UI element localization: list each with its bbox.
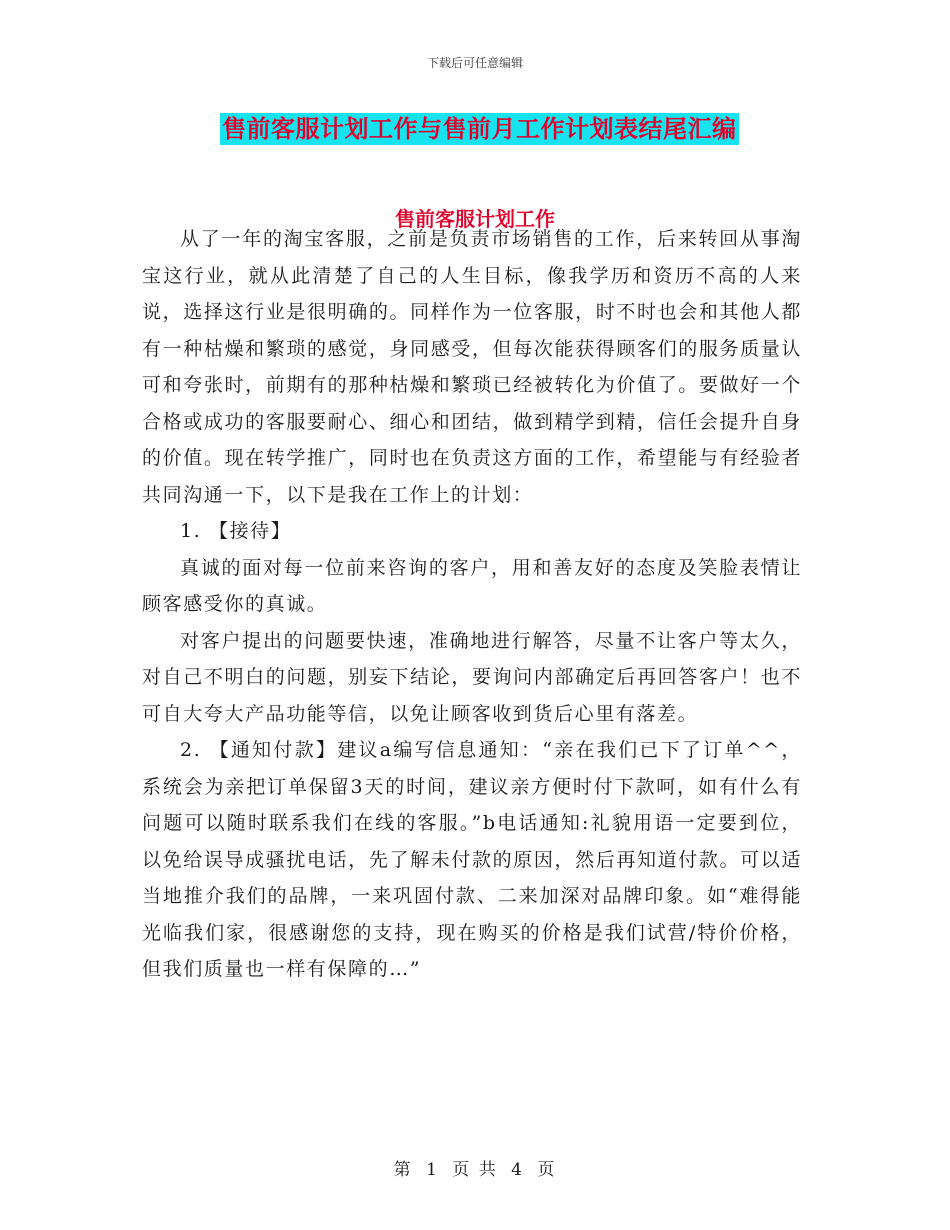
section-title: 售前客服计划工作 xyxy=(395,207,555,231)
document-body-text xyxy=(142,221,802,988)
paragraph-reception-1: 真诚的面对每一位前来咨询的客户，用和善友好的态度及笑脸表情让顾客感受你的真诚。 xyxy=(142,556,802,615)
footer-suffix: 页 xyxy=(537,1160,557,1180)
footer-middle: 页 共 xyxy=(452,1160,498,1180)
footer-page-number: 1 xyxy=(426,1160,439,1180)
header-note: 下载后可任意编辑 xyxy=(426,56,523,70)
page-footer xyxy=(0,1155,950,1180)
paragraph-intro: 从了一年的淘宝客服，之前是负责市场销售的工作，后来转回从事淘宝这行业，就从此清楚了自己的人生目标，像我学历和资历不高的人来说，选择这行业是很明确的。同样作为一位客服，时不时也会和其他人都有一种枯燥和繁琐的感觉，身同感受，但每次能获得顾客们的服务质量认可和夸张时，前期有的那种枯燥和繁琐已经被转化为价值了。要做好一个合格或成功的客服要耐心、细心和团结，做到精学到精，信任会提升自身的价值。现在转学推广，同时也在负责这方面的工作，希望能与有经验者共同沟通一下，以下是我在工作上的计划： xyxy=(142,228,802,506)
footer-prefix: 第 xyxy=(393,1160,413,1180)
paragraph-reception-2: 对客户提出的问题要快速，准确地进行解答，尽量不让客户等太久，对自己不明白的问题，别妄下结论，要询问内部确定后再回答客户！也不可自大夸大产品功能等信，以免让顾客收到货后心里有落差。 xyxy=(142,629,802,725)
footer-total-pages: 4 xyxy=(511,1160,524,1180)
paragraph-item-1-heading: 1. 【接待】 xyxy=(180,520,292,542)
paragraph-item-2-payment: 2. 【通知付款】建议a编写信息通知：“亲在我们已下了订单^^，系统会为亲把订单保留3天的时间，建议亲方便时付下款呵，如有什么有问题可以随时联系我们在线的客服。”b电话通知:礼貌用语一定要到位，以免给误导成骚扰电话，先了解未付款的原因，然后再知道付款。可以适当地推介我们的品牌，一来巩固付款、二来加深对品牌印象。如“难得能光临我们家，很感谢您的支持，现在购买的价格是我们试营/特价价格，但我们质量也一样有保障的…” xyxy=(142,739,802,980)
document-title: 售前客服计划工作与售前月工作计划表结尾汇编 xyxy=(222,115,737,143)
